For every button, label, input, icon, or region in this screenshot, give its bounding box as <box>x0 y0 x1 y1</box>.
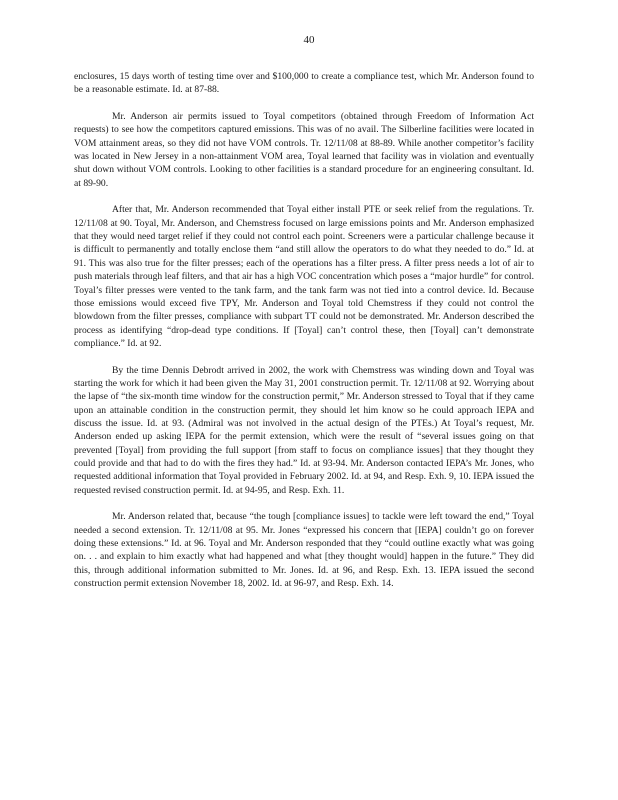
page-number: 40 <box>303 34 315 46</box>
paragraph-competitor-permits: Mr. Anderson air permits issued to Toyal competitors (obtained through Freedom of Information Act requests) to see how the competitors captured emissions. This was of no avail. The Silberline facilities were located in VOM attainment areas, so they did not have VOM controls. Tr. 12/11/08 at 88-89. While another competitor’s facility was located in New Jersey in a non-attainment VOM area, Toyal learned that facility was in violation and eventually shut down without VOM controls. Looking to other facilities is a standard procedure for an engineering consultant. Id. at 89-90. <box>74 111 534 189</box>
paragraph-relief-recommendation: After that, Mr. Anderson recommended that Toyal either install PTE or seek relief from the regulations. Tr. 12/11/08 at 90. Toyal, Mr. Anderson, and Chemstress focused on large emissions points and Mr. Anderson emphasized that they would need target relief if they could not control each point. Screeners were a particular challenge because it is difficult to permanently and totally enclose them “and still allow the operators to do what they needed to do.” Id. at 91. This was also true for the filter presses; each of the operations has a filter press. A filter press needs a lot of air to push materials through leaf filters, and that air has a high VOC concentration which poses a “major hurdle” for control. Toyal’s filter presses were vented to the tank farm, and the tank farm was not tied into a control device. Id. Because those emissions would exceed five TPY, Mr. Anderson and Toyal told Chemstress if they could not control the blowdown from the filter presses, compliance with subpart TT could not be demonstrated. Mr. Anderson described the process as identifying “drop-dead type conditions. If [Toyal] can’t control these, then [Toyal] can’t demonstrate compliance.” Id. at 92. <box>74 204 534 349</box>
paragraph-continued: enclosures, 15 days worth of testing time over and $100,000 to create a compliance test, which Mr. Anderson found to be a reasonable estimate. Id. at 87-88. <box>74 71 534 96</box>
paragraph-permit-extension: By the time Dennis Debrodt arrived in 2002, the work with Chemstress was winding down and Toyal was starting the work for which it had been given the May 31, 2001 construction permit. Tr. 12/11/08 at 92. Worrying about the lapse of “the six-month time window for the construction permit,” Mr. Anderson stressed to Toyal that if they came upon an attainable condition in the construction permit, they should let him know so he could approach IEPA and discuss the issue. Id. at 93. (Admiral was not involved in the actual design of the PTEs.) At Toyal’s request, Mr. Anderson ended up asking IEPA for the permit extension, which were the result of “several issues going on that prevented [Toyal] from providing the full support [from staff to focus on compliance issues] that they thought they could provide and that had to do with the fires they had.” Id. at 93-94. Mr. Anderson contacted IEPA’s Mr. Jones, who requested additional information that Toyal provided in February 2002. Id. at 94, and Resp. Exh. 9, 10. IEPA issued the requested revised construction permit. Id. at 94-95, and Resp. Exh. 11. <box>74 364 534 496</box>
paragraph-second-extension: Mr. Anderson related that, because “the tough [compliance issues] to tackle were left toward the end,” Toyal needed a second extension. Tr. 12/11/08 at 95. Mr. Jones “expressed his concern that [IEPA] couldn’t go on forever doing these extensions.” Id. at 96. Toyal and Mr. Anderson responded that they “could outline exactly what was going on. . . and explain to him exactly what had happened and what [they thought would] happen in the future.” They did this, through additional information submitted to Mr. Jones. Id. at 96, and Resp. Exh. 13. IEPA issued the second construction permit extension November 18, 2002. Id. at 96-97, and Resp. Exh. 14. <box>74 511 534 590</box>
document-body <box>74 70 534 590</box>
